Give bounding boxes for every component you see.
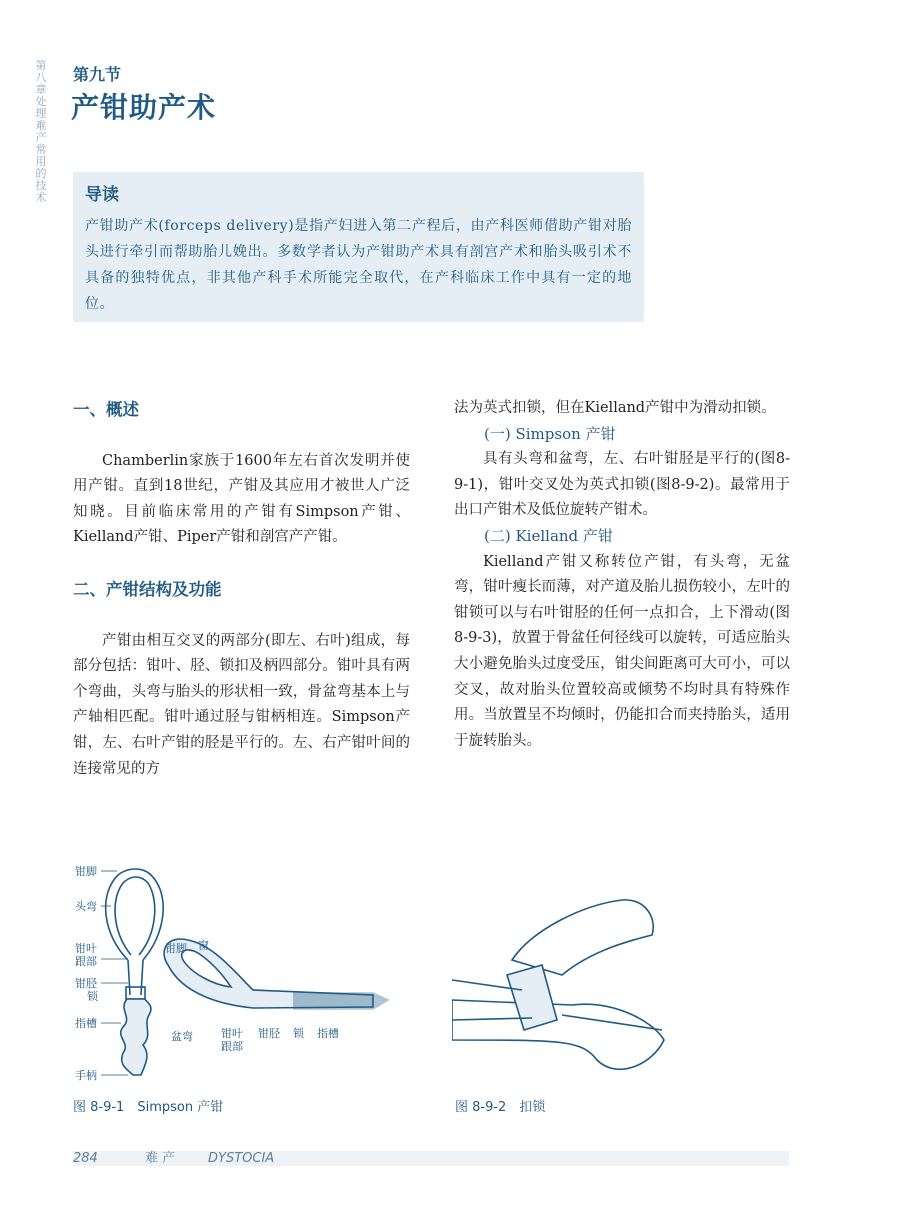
label-tip2: 钳脚 (165, 942, 187, 955)
right-column (454, 396, 790, 754)
figure1-caption: 图 8-9-1 Simpson 产钳 (73, 1100, 224, 1115)
heading-overview: 一、概述 (73, 400, 139, 419)
label-lock2: 锁 (293, 1027, 304, 1040)
label-lock: 锁 (87, 990, 98, 1003)
heading-structure: 二、产钳结构及功能 (73, 579, 222, 599)
paragraph-structure: 产钳由相互交叉的两部分(即左、右叶)组成，每部分包括：钳叶、胫、锁扣及柄四部分。钳叶具有两个弯曲，头弯与胎头的形状相一致，骨盆弯基本上与产轴相匹配。钳叶通过胫与钳柄相连。Simpson产钳，左、右叶产钳的胫是平行的。左、右产钳叶间的连接常见的方 (73, 632, 410, 777)
label-shank2: 钳胫 (258, 1027, 280, 1040)
label-grip: 指槽 (75, 1017, 97, 1030)
guide-box (73, 172, 644, 322)
label-pelvic: 盆弯 (171, 1030, 193, 1043)
guide-title: 导读 (85, 185, 119, 205)
section-label: 第九节 (73, 65, 122, 84)
book-title-en: DYSTOCIA (208, 1151, 275, 1166)
figure-english-lock (452, 880, 670, 1080)
label-heel: 钳叶 (75, 942, 97, 955)
paragraph-overview: Chamberlin家族于1600年左右首次发明并使用产钳。直到18世纪，产钳及其应用才被世人广泛知晓。目前临床常用的产钳有Simpson产钳、Kielland产钳、Piper产钳和剖宫产产钳。 (73, 452, 410, 546)
label-tip: 钳脚 (75, 865, 97, 878)
page-number: 284 (73, 1151, 98, 1166)
label-window: 窗 (198, 939, 209, 952)
guide-text: 产钳助产术(forceps delivery)是指产妇进入第二产程后，由产科医师借助产钳对胎头进行牵引而帮助胎儿娩出。多数学者认为产钳助产术具有剖宫产术和胎头吸引术不具备的独特优点，非其他产科手术所能完全取代，在产科临床工作中具有一定的地位。 (85, 218, 632, 312)
left-column (73, 397, 410, 782)
heading-kielland: (二) Kielland 产钳 (484, 526, 613, 545)
chapter-side-tab: 第八章 处理难产常用的技术 (35, 59, 47, 204)
figure-simpson-forceps (73, 855, 403, 1085)
label-heel3: 钳叶 (221, 1027, 243, 1040)
blade-front-inner (115, 877, 155, 955)
paragraph-kielland: Kielland产钳又称转位产钳，有头弯，无盆弯，钳叶瘦长而薄，对产道及胎儿损伤较小，左叶的钳锁可以与右叶钳胫的任何一点扣合，上下滑动(图8-9-3)，放置于骨盆任何径线可以旋转，可适应胎头大小避免胎头过度受压，钳尖间距离可大可小，可以交叉，故对胎头位置较高或倾势不均时具有特殊作用。当放置呈不均倾时，仍能扣合而夹持胎头，适用于旋转胎头。 (454, 553, 790, 749)
shank-front (128, 960, 143, 995)
heading-simpson: (一) Simpson 产钳 (484, 424, 616, 443)
handle-side (293, 993, 388, 1009)
label-grip2: 指槽 (317, 1027, 339, 1040)
label-heel2: 跟部 (75, 955, 97, 968)
handle-front (121, 999, 151, 1075)
label-shank: 钳胫 (75, 977, 97, 990)
lock-upper-blade (512, 900, 653, 975)
book-title-cn: 难 产 (145, 1151, 176, 1166)
figure2-caption: 图 8-9-2 扣锁 (455, 1100, 546, 1115)
page-title: 产钳助产术 (71, 91, 217, 124)
paragraph-simpson: 具有头弯和盆弯，左、右叶钳胫是平行的(图8-9-1)，钳叶交叉处为英式扣锁(图8-9-2)。最常用于出口产钳术及低位旋转产钳术。 (454, 451, 790, 519)
lock-lower-blade (452, 1000, 664, 1069)
label-heel4: 跟部 (221, 1040, 243, 1053)
label-cephalic: 头弯 (75, 900, 97, 913)
page-footer (73, 1151, 789, 1166)
label-handle: 手柄 (75, 1069, 97, 1082)
paragraph-continuation: 法为英式扣锁，但在Kielland产钳中为滑动扣锁。 (454, 400, 776, 416)
